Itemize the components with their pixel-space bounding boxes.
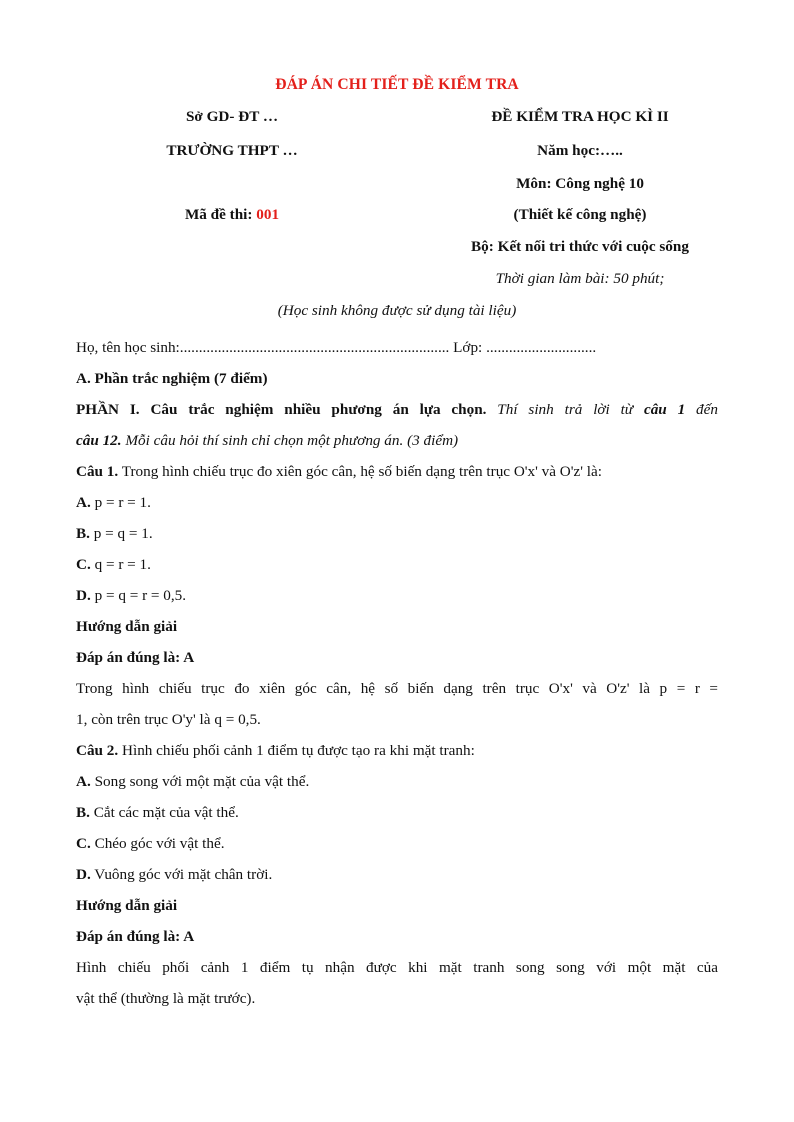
document-title: ĐÁP ÁN CHI TIẾT ĐỀ KIỂM TRA [275, 76, 519, 93]
part-instr-2: câu 1 [643, 401, 686, 418]
question-1-option-a [76, 487, 718, 518]
part-instructions-line-2 [76, 425, 718, 456]
option-text: Chéo góc với vật thể. [90, 835, 225, 852]
exam-code-label: Mã đề thi: [184, 206, 253, 223]
question-1-answer [76, 642, 718, 673]
guide-heading-text: Hướng dẫn giải [76, 618, 178, 635]
question-2-guide-heading [76, 890, 718, 921]
part-instr-5: Mỗi câu hỏi thí sinh chỉ chọn một phương án. (3 điểm) [121, 432, 459, 449]
option-text: Song song với một mặt của vật thể. [90, 773, 310, 790]
question-2-label: Câu 2. [76, 742, 119, 759]
subject-label: Môn: Công nghệ 10 [516, 175, 644, 192]
document-body [76, 332, 718, 1014]
question-1-option-c [76, 549, 718, 580]
option-text: q = r = 1. [90, 556, 151, 573]
question-2-explanation-line-1: Hình chiếu phối cảnh 1 điểm tụ nhận được khi mặt tranh song song với một mặt của [76, 959, 718, 976]
part-instr-3: đến [685, 401, 718, 418]
school-label: TRƯỜNG THPT … [166, 142, 298, 159]
question-1-label: Câu 1. [76, 463, 119, 480]
question-1-option-d [76, 580, 718, 611]
option-key: A. [76, 773, 91, 790]
question-2 [76, 735, 718, 766]
option-text: Vuông góc với mặt chân trời. [90, 866, 273, 883]
question-2-option-a [76, 766, 718, 797]
option-key: D. [76, 587, 91, 604]
option-key: A. [76, 494, 91, 511]
question-1-explanation-line-2: 1, còn trên trục O'y' là q = 0,5. [76, 711, 261, 728]
exam-title: ĐỀ KIỂM TRA HỌC KÌ II [491, 108, 669, 125]
subject-detail: (Thiết kế công nghệ) [513, 206, 647, 223]
school-year: Năm học:….. [537, 142, 623, 159]
header-row-5 [0, 238, 794, 262]
option-text: p = r = 1. [90, 494, 151, 511]
question-1-guide-heading [76, 611, 718, 642]
question-1-option-b [76, 518, 718, 549]
section-heading [76, 363, 718, 394]
option-text: p = q = 1. [89, 525, 153, 542]
header-row-1 [0, 108, 794, 132]
section-heading-text: A. Phần trắc nghiệm (7 điểm) [76, 370, 268, 387]
exam-code-value: 001 [256, 206, 280, 223]
question-2-text: Hình chiếu phối cảnh 1 điểm tụ được tạo ra khi mặt tranh: [118, 742, 475, 759]
option-key: C. [76, 556, 91, 573]
option-key: B. [76, 804, 90, 821]
textbook-series: Bộ: Kết nối tri thức với cuộc sống [471, 238, 689, 255]
question-2-explanation-line-2: vật thể (thường là mặt trước). [76, 990, 256, 1007]
header-row-2 [0, 142, 794, 166]
exam-code [120, 206, 344, 224]
department-label: Sở GD- ĐT … [185, 108, 279, 125]
materials-note: (Học sinh không được sử dụng tài liệu) [277, 302, 517, 319]
question-2-answer [76, 921, 718, 952]
option-key: C. [76, 835, 91, 852]
option-key: D. [76, 866, 91, 883]
part-instr-4: câu 12. [76, 432, 122, 449]
answer-text: Đáp án đúng là: A [76, 649, 195, 666]
part-title: PHẦN I. Câu trắc nghiệm nhiều phương án lựa chọn. [76, 401, 487, 418]
question-2-option-c [76, 828, 718, 859]
question-2-option-d [76, 859, 718, 890]
time-limit: Thời gian làm bài: 50 phút; [495, 270, 665, 287]
option-text: p = q = r = 0,5. [90, 587, 187, 604]
answer-text: Đáp án đúng là: A [76, 928, 195, 945]
guide-heading-text: Hướng dẫn giải [76, 897, 178, 914]
part-instr-1: Thí sinh trả lời từ [486, 401, 644, 418]
option-key: B. [76, 525, 90, 542]
header-row-6 [0, 270, 794, 294]
question-1 [76, 456, 718, 487]
question-2-option-b [76, 797, 718, 828]
student-info-line: Họ, tên học sinh:....................................................................... Lớp: ............................. [76, 339, 597, 356]
question-1-text: Trong hình chiếu trục đo xiên góc cân, hệ số biến dạng trên trục O'x' và O'z' là: [118, 463, 602, 480]
option-text: Cắt các mặt của vật thể. [89, 804, 239, 821]
header-row-3 [0, 175, 794, 199]
question-1-explanation-line-1: Trong hình chiếu trục đo xiên góc cân, hệ số biến dạng trên trục O'x' và O'z' là p = r = [76, 680, 718, 697]
part-instructions-line-1 [76, 394, 718, 425]
header-row-4 [0, 206, 794, 230]
